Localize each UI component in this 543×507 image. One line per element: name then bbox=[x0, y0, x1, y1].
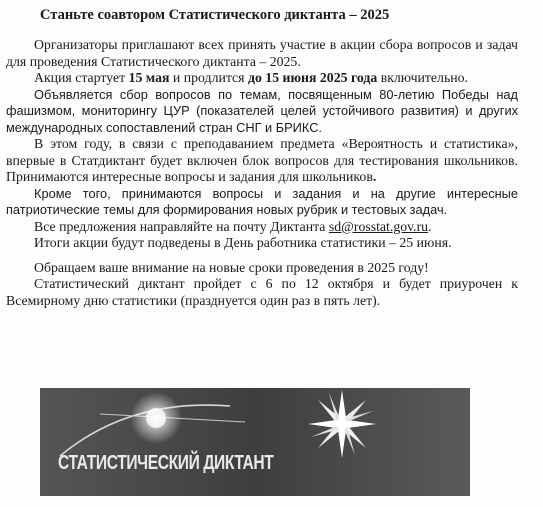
paragraph-october-text: Статистический диктант пройдет с 6 по 12 октября и будет приурочен к Всемирному дню статистики (празднуется один раз в пять лет). bbox=[6, 276, 518, 308]
dates-text-start: Акция стартует bbox=[34, 70, 129, 85]
paragraph-topics bbox=[6, 87, 518, 137]
paragraph-results bbox=[6, 235, 518, 252]
sphere-core bbox=[146, 408, 166, 428]
paragraph-organizers bbox=[6, 37, 518, 70]
paragraph-results-text: Итоги акции будут подведены в День работника статистики – 25 июня. bbox=[34, 235, 452, 250]
email-link[interactable]: sd@rosstat.gov.ru bbox=[328, 218, 429, 234]
paragraph-organizers-text: Организаторы приглашают всех принять участие в акции сбора вопросов и задач для проведения Статистического диктанта – 2025. bbox=[6, 37, 518, 69]
announcement-body bbox=[6, 37, 518, 309]
paragraph-topics-text: Объявляется сбор вопросов по темам, посвященным 80-летию Победы над фашизмом, мониторингу ЦУР (показателей целей устойчивого развития) и других международных сопоставлений стран СНГ и БРИКС. bbox=[6, 86, 518, 135]
paragraph-october bbox=[6, 276, 518, 309]
paragraph-other-topics-text: Кроме того, принимаются вопросы и задания и на другие интересные патриотические темы для формирования новых рубрик и тестовых задач. bbox=[6, 185, 518, 217]
statistical-dictation-banner bbox=[40, 388, 470, 496]
paragraph-schools-period: . bbox=[372, 169, 377, 184]
email-text: Все предложения направляйте на почту Диктанта bbox=[34, 218, 329, 234]
banner-background bbox=[40, 388, 470, 496]
document-title: Станьте соавтором Статистического диктанта – 2025 bbox=[40, 7, 390, 23]
paragraph-dates bbox=[6, 70, 518, 87]
banner-title: СТАТИСТИЧЕСКИЙ ДИКТАНТ bbox=[58, 452, 274, 474]
starburst-icon bbox=[308, 390, 376, 458]
email-period: . bbox=[428, 218, 432, 234]
paragraph-other-topics bbox=[6, 186, 518, 219]
paragraph-new-dates bbox=[6, 260, 518, 277]
paragraph-schools bbox=[6, 136, 518, 186]
paragraph-email bbox=[6, 219, 518, 236]
dates-text-end: включительно. bbox=[377, 70, 468, 85]
end-date: до 15 июня 2025 года bbox=[247, 70, 378, 85]
paragraph-schools-text: В этом году, в связи с преподаванием предмета «Вероятность и статистика», впервые в Статдиктант будет включен блок вопросов для тестирования школьников. Принимаются интересные вопросы и задания для школьников bbox=[6, 136, 518, 184]
start-date: 15 мая bbox=[128, 70, 170, 85]
banner-graphic bbox=[40, 388, 470, 496]
dates-text-mid: и продлится bbox=[169, 70, 248, 85]
paragraph-new-dates-text: Обращаем ваше внимание на новые сроки проведения в 2025 году! bbox=[34, 259, 429, 275]
